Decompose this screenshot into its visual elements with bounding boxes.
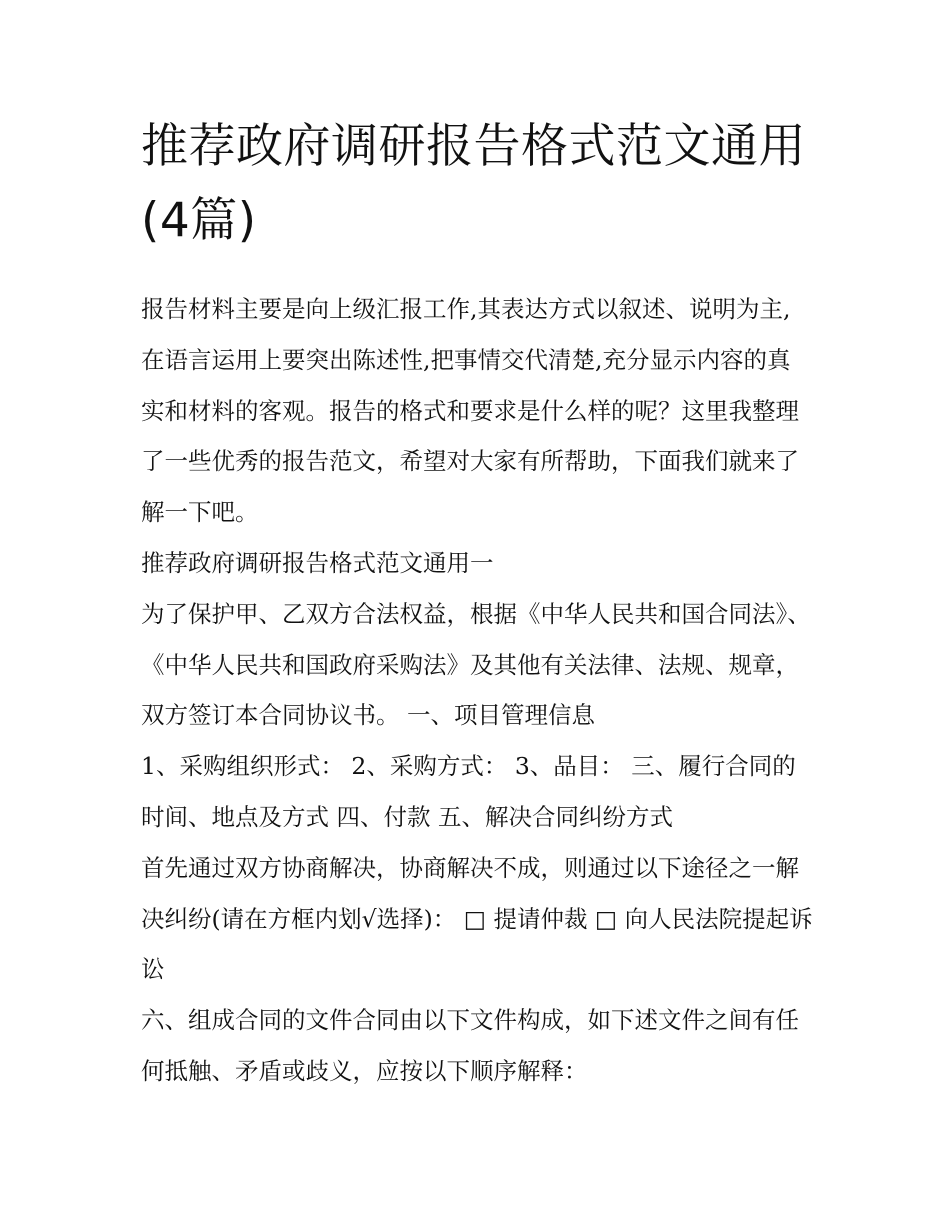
contract-paragraph: 为了保护甲、乙双方合法权益，根据《中华人民共和国合同法》、《中华人民共和国政府采购法》及其他有关法律、法规、规章，双方签订本合同协议书。 一、项目管理信息 (141, 599, 811, 730)
section-heading: 推荐政府调研报告格式范文通用一 (141, 548, 494, 577)
document-body (141, 110, 813, 1097)
document-title: 推荐政府调研报告格式范文通用(4篇) (141, 119, 806, 248)
procurement-paragraph: 1、采购组织形式： 2、采购方式： 3、品目： 三、履行合同的时间、地点及方式 四、付款 五、解决合同纠纷方式 (141, 752, 796, 831)
intro-paragraph: 报告材料主要是向上级汇报工作,其表达方式以叙述、说明为主,在语言运用上要突出陈述性,把事情交代清楚,充分显示内容的真实和材料的客观。报告的格式和要求是什么样的呢？这里我整理了一些优秀的报告范文，希望对大家有所帮助，下面我们就来了解一下吧。 (141, 295, 799, 527)
contract-documents-paragraph: 六、组成合同的文件合同由以下文件构成，如下述文件之间有任何抵触、矛盾或歧义，应按以下顺序解释： (141, 1006, 799, 1085)
dispute-paragraph: 首先通过双方协商解决，协商解决不成，则通过以下途径之一解决纠纷(请在方框内划√选择)： □ 提请仲裁 □ 向人民法院提起诉讼 (141, 853, 813, 984)
